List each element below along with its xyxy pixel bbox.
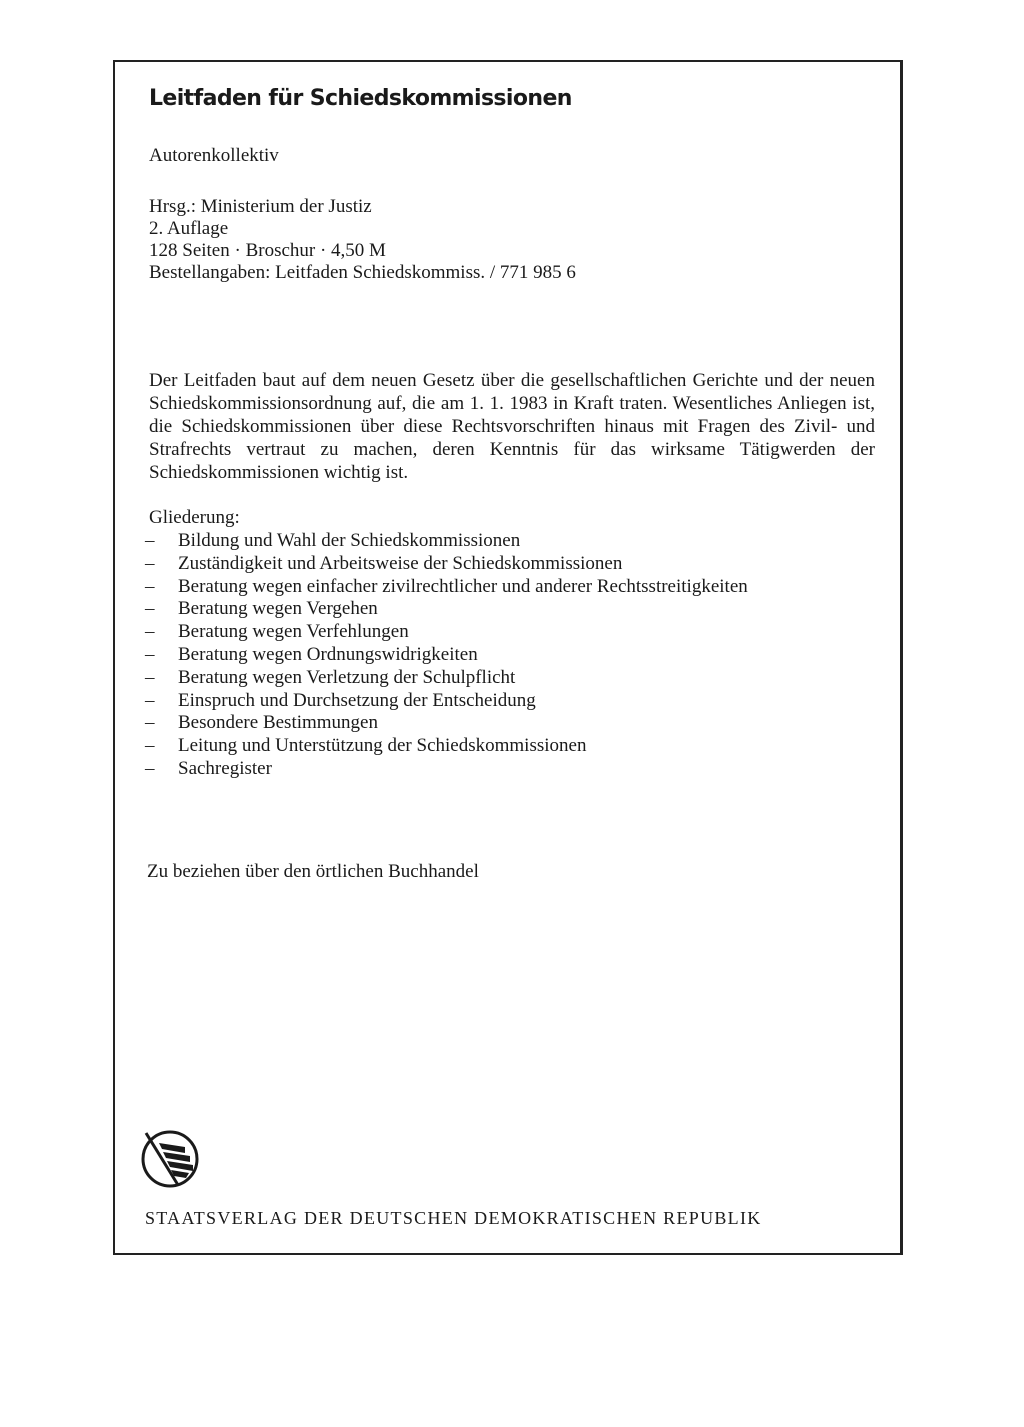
toc-item <box>145 712 748 735</box>
toc-item-label: Beratung wegen einfacher zivilrechtlicher und anderer Rechtsstreitigkeiten <box>178 575 748 597</box>
toc-dash: – <box>145 575 155 597</box>
publisher-name: STAATSVERLAG DER DEUTSCHEN DEMOKRATISCHEN REPUBLIK <box>145 1208 762 1228</box>
toc-item <box>145 690 748 713</box>
toc-item <box>145 553 748 576</box>
toc-item-label: Bildung und Wahl der Schiedskommissionen <box>178 530 521 551</box>
authors: Autorenkollektiv <box>149 145 279 166</box>
toc-dash: – <box>145 621 155 643</box>
toc-dash: – <box>145 643 155 665</box>
toc-item-label: Sachregister <box>178 757 272 779</box>
toc-item-label: Besondere Bestimmungen <box>178 712 378 734</box>
toc-item <box>145 598 748 621</box>
description: Der Leitfaden baut auf dem neuen Gesetz über die gesellschaftlichen Gerichte und der neuen Schiedskommissionsordnung auf, die am 1. 1. 1983 in Kraft traten. Wesentliches Anliegen ist, die Schiedskommissionen über diese Rechtsvorschriften hinaus mit Fragen des Zivil- und Strafrechts vertraut zu machen, deren Kenntnis für das wirksame Tätigwerden der Schiedskommissionen wichtig ist. <box>149 370 875 483</box>
table-of-contents <box>145 530 748 781</box>
toc-dash: – <box>145 598 155 620</box>
toc-dash: – <box>145 552 155 574</box>
toc-item-label: Beratung wegen Verfehlungen <box>178 621 409 643</box>
toc-item <box>145 576 748 599</box>
toc-dash: – <box>145 689 155 711</box>
pages-price-line: 128 Seiten · Broschur · 4,50 M <box>149 240 386 261</box>
availability-note: Zu beziehen über den örtlichen Buchhandel <box>147 861 479 882</box>
toc-dash: – <box>145 757 155 779</box>
editor-line: Hrsg.: Ministerium der Justiz <box>149 196 372 217</box>
staatsverlag-flag-logo-icon <box>140 1128 200 1188</box>
toc-item-label: Einspruch und Durchsetzung der Entscheidung <box>178 689 536 711</box>
toc-dash: – <box>145 666 155 688</box>
toc-item <box>145 667 748 690</box>
toc-item-label: Zuständigkeit und Arbeitsweise der Schiedskommissionen <box>178 552 623 574</box>
book-title: Leitfaden für Schiedskommissionen <box>149 86 572 111</box>
toc-item-label: Beratung wegen Vergehen <box>178 598 378 620</box>
toc-item-label: Beratung wegen Verletzung der Schulpflicht <box>178 666 516 688</box>
toc-item-label: Leitung und Unterstützung der Schiedskommissionen <box>178 735 587 757</box>
toc-item <box>145 758 748 781</box>
toc-item <box>145 621 748 644</box>
toc-item <box>145 644 748 667</box>
toc-dash: – <box>145 712 155 734</box>
toc-item-label: Beratung wegen Ordnungswidrigkeiten <box>178 643 478 665</box>
order-info-line: Bestellangaben: Leitfaden Schiedskommiss. / 771 985 6 <box>149 262 576 283</box>
book-metadata <box>149 196 576 284</box>
toc-item <box>145 530 748 553</box>
edition-line: 2. Auflage <box>149 218 229 239</box>
toc-dash: – <box>145 735 155 757</box>
toc-heading: Gliederung: <box>149 507 240 528</box>
toc-dash: – <box>145 530 155 551</box>
toc-item <box>145 735 748 758</box>
